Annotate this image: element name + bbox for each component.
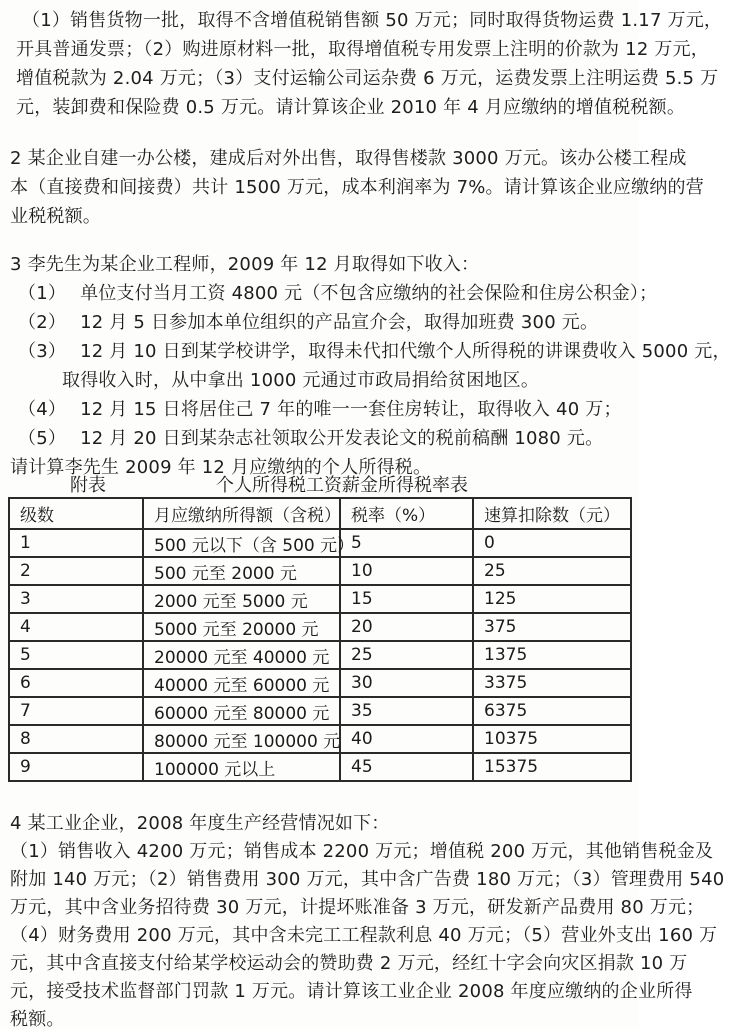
table-cell: 375 [473, 613, 631, 641]
table-cell: 35 [340, 697, 473, 725]
item-text: 单位支付当月工资 4800 元（不包含应缴纳的社会保险和住房公积金）； [80, 283, 658, 304]
question-line: 本（直接费和间接费）共计 1500 万元，成本利润率为 7%。请计算该企业应缴纳的营 [10, 177, 704, 198]
table-cell: 30 [340, 669, 473, 697]
question-line: 万元，其中含业务招待费 30 万元，计提坏账准备 3 万元，研发新产品费用 80 万元； [10, 897, 705, 918]
question-3-item [10, 279, 658, 308]
item-continuation-line: 取得收入时，从中拿出 1000 元通过市政局捐给贫困地区。 [62, 370, 540, 391]
table-row [9, 529, 631, 557]
question-line: （4）财务费用 200 万元，其中含未完工工程款利息 40 万元；（5）营业外支出 160 万 [10, 925, 718, 946]
table-cell: 15 [340, 585, 473, 613]
table-row [9, 557, 631, 585]
table-row [9, 641, 631, 669]
question-line: （1）销售货物一批，取得不含增值税销售额 50 万元；同时取得货物运费 1.17 万元， [22, 10, 723, 31]
table-cell: 25 [473, 557, 631, 585]
table-cell: 10 [340, 557, 473, 585]
table-cell: 4 [9, 613, 143, 641]
question-3-paragraph [10, 250, 731, 482]
question-line: 4 某工业企业，2008 年度生产经营情况如下： [10, 813, 390, 834]
table-cell: 15375 [473, 753, 631, 781]
header-cell-taxable-income: 月应缴纳所得额（含税） [143, 498, 340, 529]
table-cell: 3 [9, 585, 143, 613]
table-cell: 9 [9, 753, 143, 781]
question-closing: 请计算李先生 2009 年 12 月应缴纳的个人所得税。 [10, 457, 432, 478]
table-cell: 10375 [473, 725, 631, 753]
item-text: 12 月 10 日到某学校讲学，取得未代扣代缴个人所得税的讲课费收入 5000 元， [80, 341, 731, 362]
table-header-row [9, 498, 631, 529]
table-cell: 3375 [473, 669, 631, 697]
question-line: 元，其中含直接支付给某学校运动会的赞助费 2 万元，经红十字会向灾区捐款 10 万 [10, 953, 688, 974]
question-line: 元，接受技术监督部门罚款 1 万元。请计算该工业企业 2008 年度应缴纳的企业所得 [10, 981, 693, 1002]
appendix-label: 附表 [70, 475, 106, 496]
table-cell: 2 [9, 557, 143, 585]
question-2-paragraph [10, 144, 704, 231]
table-cell: 0 [473, 529, 631, 557]
table-cell: 25 [340, 641, 473, 669]
question-3-item [10, 337, 731, 366]
question-4-paragraph [10, 810, 725, 1034]
table-cell: 6375 [473, 697, 631, 725]
question-intro: 3 李先生为某企业工程师，2009 年 12 月取得如下收入： [10, 254, 480, 275]
question-3-item [10, 308, 635, 337]
question-line: （1）销售收入 4200 万元；销售成本 2200 万元；增值税 200 万元，其他销售税金及 [10, 841, 714, 862]
item-marker: （4） [18, 399, 67, 420]
item-marker: （5） [18, 428, 67, 449]
table-row [9, 697, 631, 725]
question-3-item [10, 424, 635, 453]
table-cell: 8 [9, 725, 143, 753]
table-cell: 20000 元至 40000 元 [143, 641, 340, 669]
question-line: 附加 140 万元；（2）销售费用 300 万元，其中含广告费 180 万元；（3）管理费用 540 [10, 869, 725, 890]
item-text: 12 月 15 日将居住己 7 年的唯一一套住房转让，取得收入 40 万； [80, 399, 622, 420]
header-cell-quick-deduction: 速算扣除数（元） [473, 498, 631, 529]
table-cell: 1375 [473, 641, 631, 669]
tax-rate-table [8, 497, 632, 782]
table-cell: 45 [340, 753, 473, 781]
table-title: 个人所得税工资薪金所得税率表 [216, 475, 468, 496]
table-cell: 1 [9, 529, 143, 557]
table-cell: 40 [340, 725, 473, 753]
table-row [9, 613, 631, 641]
table-cell: 500 元以下（含 500 元） [143, 529, 340, 557]
table-cell: 500 元至 2000 元 [143, 557, 340, 585]
question-line: 税额。 [10, 1009, 65, 1030]
table-cell: 20 [340, 613, 473, 641]
question-line: 开具普通发票；（2）购进原材料一批，取得增值税专用发票上注明的价款为 12 万元， [16, 39, 709, 60]
table-cell: 7 [9, 697, 143, 725]
item-text: 12 月 20 日到某杂志社领取公开发表论文的税前稿酬 1080 元。 [80, 428, 604, 449]
table-cell: 40000 元至 60000 元 [143, 669, 340, 697]
question-line: 元，装卸费和保险费 0.5 万元。请计算该企业 2010 年 4 月应缴纳的增值税税额。 [16, 97, 686, 118]
item-marker: （1） [18, 283, 67, 304]
table-cell: 125 [473, 585, 631, 613]
table-row [9, 585, 631, 613]
table-cell: 5 [340, 529, 473, 557]
question-line: 增值税款为 2.04 万元；（3）支付运输公司运杂费 6 万元，运费发票上注明运费 5.5 万 [16, 68, 719, 89]
header-cell-level: 级数 [9, 498, 143, 529]
item-text: 12 月 5 日参加本单位组织的产品宣介会，取得加班费 300 元。 [80, 312, 599, 333]
table-row [9, 753, 631, 781]
table-cell: 100000 元以上 [143, 753, 340, 781]
item-marker: （2） [18, 312, 67, 333]
table-cell: 5 [9, 641, 143, 669]
table-cell: 6 [9, 669, 143, 697]
question-3-item [10, 395, 635, 424]
table-cell: 60000 元至 80000 元 [143, 697, 340, 725]
table-row [9, 669, 631, 697]
table-cell: 5000 元至 20000 元 [143, 613, 340, 641]
table-cell: 80000 元至 100000 元 [143, 725, 340, 753]
question-1-paragraph [16, 6, 723, 122]
header-cell-rate: 税率（%） [340, 498, 473, 529]
table-row [9, 725, 631, 753]
item-marker: （3） [18, 341, 67, 362]
table-cell: 2000 元至 5000 元 [143, 585, 340, 613]
table-caption [10, 471, 468, 497]
question-line: 2 某企业自建一办公楼，建成后对外出售，取得售楼款 3000 万元。该办公楼工程成 [10, 148, 687, 169]
question-line: 业税税额。 [10, 206, 101, 227]
